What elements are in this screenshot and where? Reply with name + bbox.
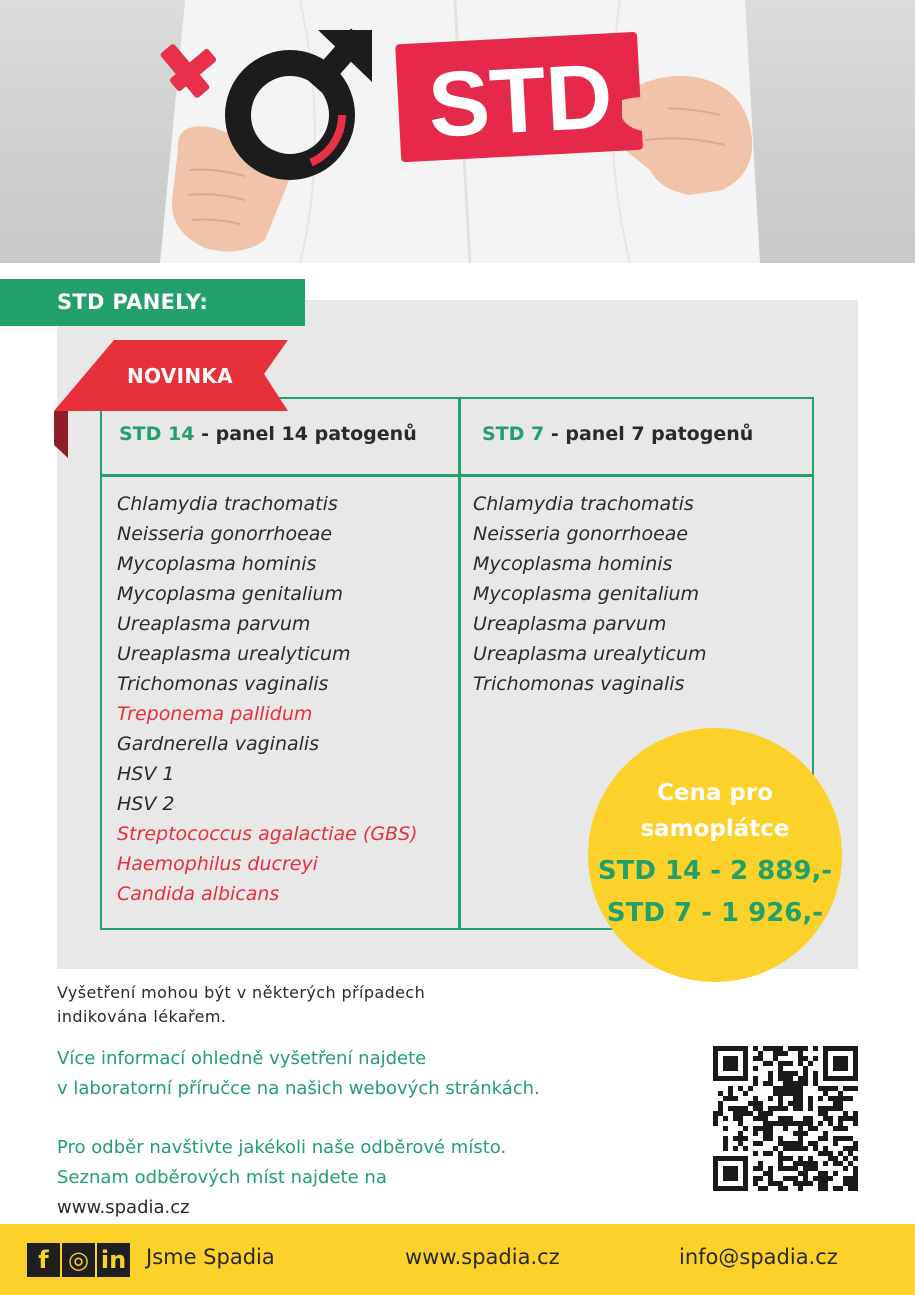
more-info-text — [57, 1044, 540, 1104]
social-icons — [27, 1243, 130, 1277]
qr-code-icon[interactable] — [713, 1046, 858, 1191]
note-line: indikována lékařem. — [57, 1007, 227, 1026]
panel-label: - panel 7 patogenů — [544, 423, 754, 445]
info-line: Více informací ohledně vyšetření najdete — [57, 1048, 427, 1069]
indication-note — [57, 981, 507, 1029]
section-header — [0, 279, 305, 326]
website-link[interactable]: www.spadia.cz — [57, 1197, 190, 1218]
pathogen-list-std14 — [117, 489, 418, 909]
footer-email[interactable]: info@spadia.cz — [679, 1245, 838, 1269]
collection-info-text — [57, 1133, 506, 1223]
price-title-line2: samoplátce — [640, 816, 790, 842]
pathogen-item: Mycoplasma genitalium — [473, 583, 700, 605]
pathogen-item: Ureaplasma parvum — [117, 613, 311, 635]
pathogen-item-new: Haemophilus ducreyi — [117, 853, 318, 875]
panel-code: STD 14 — [119, 423, 195, 445]
hero-image — [0, 0, 915, 263]
pathogen-item: Trichomonas vaginalis — [473, 673, 685, 695]
pathogen-item-new: Streptococcus agalactiae (GBS) — [117, 823, 418, 845]
linkedin-icon[interactable]: in — [97, 1243, 130, 1277]
pathogen-item-new: Candida albicans — [117, 883, 280, 905]
pathogen-item: Neisseria gonorrhoeae — [117, 523, 333, 545]
hero-illustration — [0, 0, 915, 263]
pathogen-item: Mycoplasma hominis — [117, 553, 317, 575]
price-std7: STD 7 - 1 926,- — [606, 898, 824, 928]
instagram-icon[interactable]: ◎ — [62, 1243, 95, 1277]
pathogen-item: HSV 2 — [117, 793, 175, 815]
footer-slogan: Jsme Spadia — [146, 1245, 275, 1269]
price-std14: STD 14 - 2 889,- — [597, 856, 833, 886]
column-header-std7 — [482, 423, 753, 445]
column-divider — [458, 399, 461, 928]
pathogen-item: Ureaplasma urealyticum — [473, 643, 707, 665]
pathogen-item: Mycoplasma hominis — [473, 553, 673, 575]
std-sign-text: STD — [425, 45, 615, 157]
panel-label: - panel 14 patogenů — [194, 423, 417, 445]
info-line-text: Seznam odběrových míst najdete na — [57, 1167, 387, 1188]
panel-code: STD 7 — [482, 423, 545, 445]
pathogen-item: Neisseria gonorrhoeae — [473, 523, 689, 545]
pathogen-item: Trichomonas vaginalis — [117, 673, 329, 695]
footer — [0, 1224, 915, 1295]
price-title-line1: Cena pro — [657, 780, 773, 806]
note-line: Vyšetření mohou být v některých případech — [57, 983, 426, 1002]
pathogen-item: Chlamydia trachomatis — [473, 493, 694, 515]
footer-website[interactable]: www.spadia.cz — [405, 1245, 560, 1269]
section-title: STD PANELY: — [57, 290, 209, 314]
info-line: Pro odběr navštivte jakékoli naše odběrové místo. — [57, 1137, 507, 1158]
pathogen-list-std7 — [473, 489, 707, 699]
header-divider — [102, 474, 812, 477]
new-ribbon — [54, 340, 294, 460]
price-badge — [588, 728, 842, 982]
ribbon-label: NOVINKA — [127, 364, 233, 388]
pathogen-item: Ureaplasma parvum — [473, 613, 667, 635]
pathogen-item-new: Treponema pallidum — [117, 703, 313, 725]
info-line: v laboratorní příručce na našich webových stránkách. — [57, 1078, 540, 1099]
pathogen-item: HSV 1 — [117, 763, 175, 785]
pathogen-item: Chlamydia trachomatis — [117, 493, 338, 515]
pathogen-item: Gardnerella vaginalis — [117, 733, 320, 755]
pathogen-item: Mycoplasma genitalium — [117, 583, 344, 605]
info-line — [57, 1163, 506, 1223]
facebook-icon[interactable]: f — [27, 1243, 60, 1277]
pathogen-item: Ureaplasma urealyticum — [117, 643, 351, 665]
